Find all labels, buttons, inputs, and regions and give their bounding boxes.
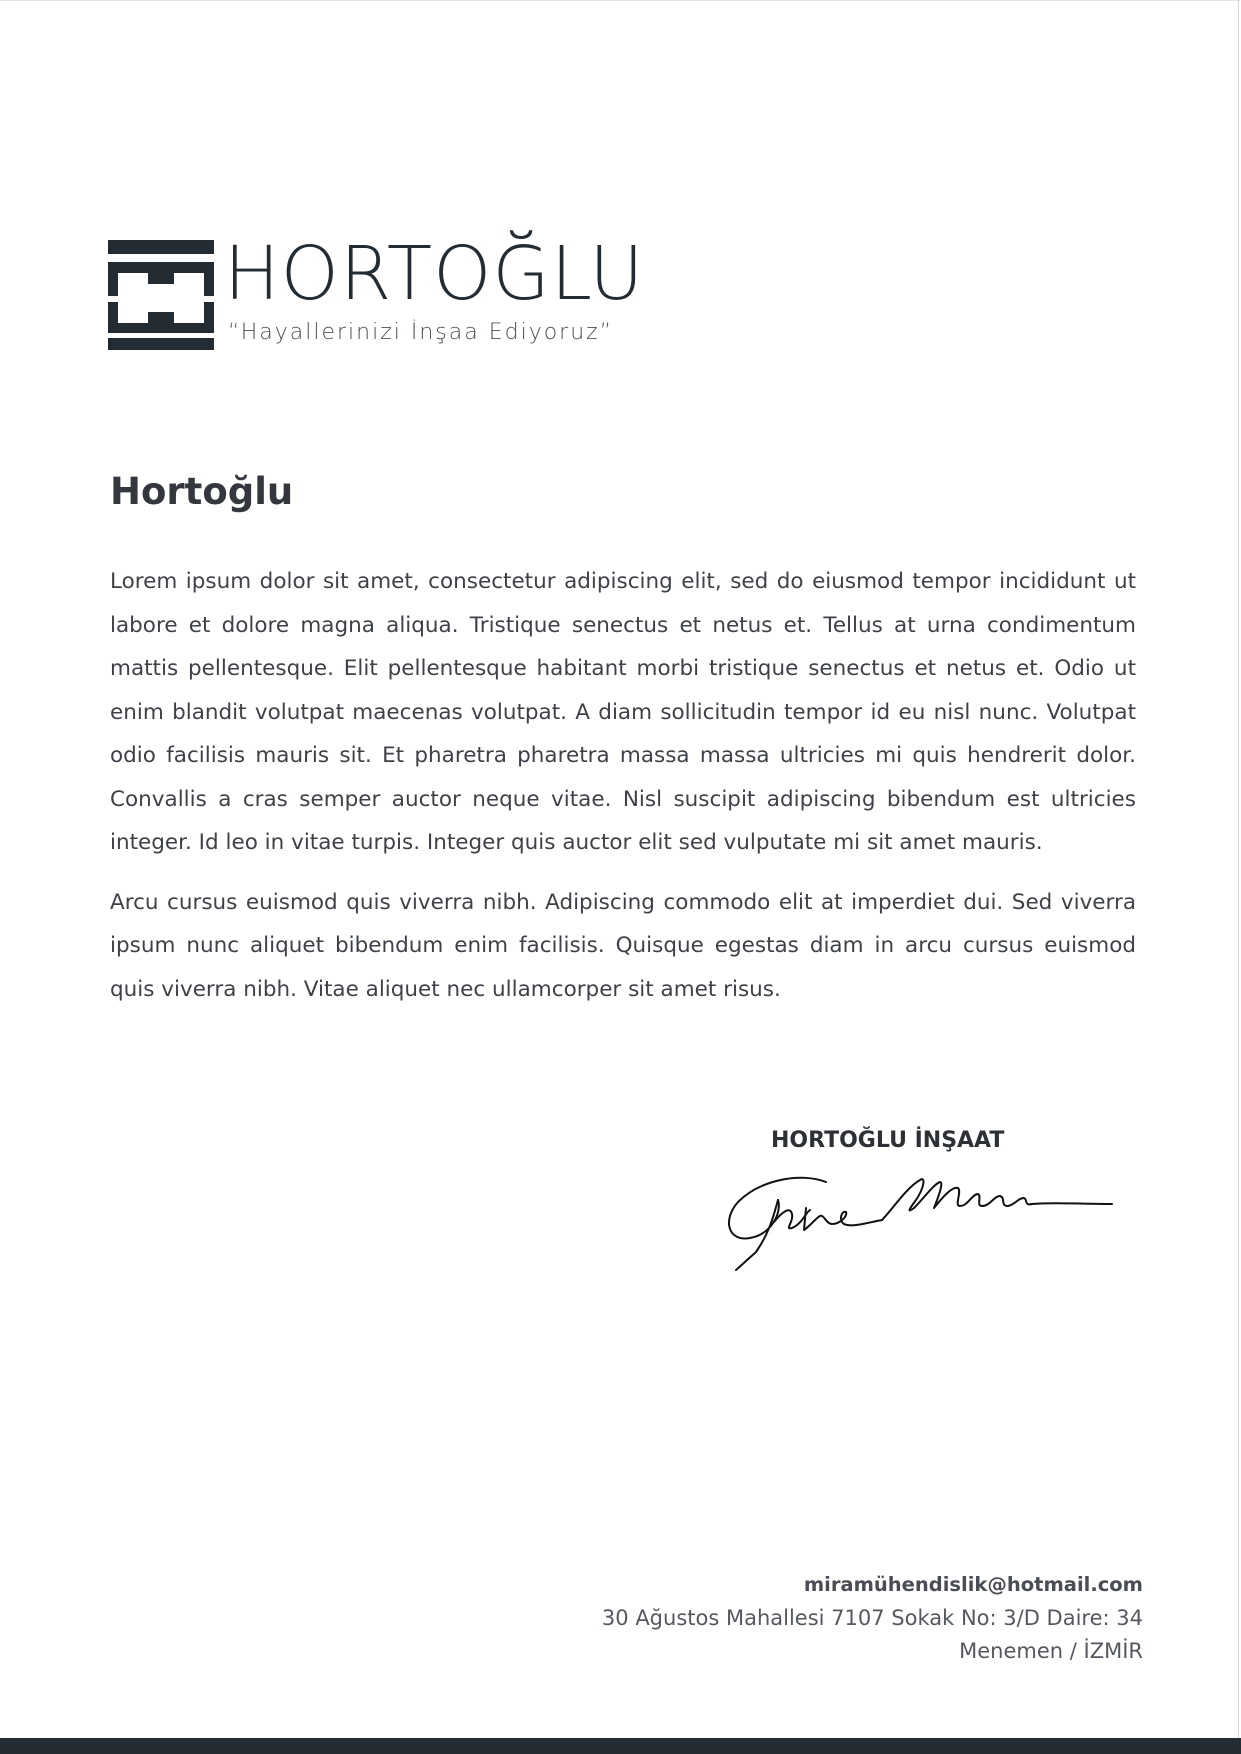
signature-block <box>720 1128 1120 1268</box>
body-paragraph: Arcu cursus euismod quis viverra nibh. Adipiscing commodo elit at imperdiet dui. Sed viverra ipsum nunc aliquet bibendum enim facilisis. Quisque egestas diam in arcu cursus euismod quis viverra nibh. Vitae aliquet nec ullamcorper sit amet risus. <box>110 889 1136 1002</box>
page-top-edge <box>0 0 1240 1</box>
letter-title: Hortoğlu <box>110 470 294 513</box>
handwritten-signature <box>720 1142 1120 1272</box>
contact-city: Menemen / İZMİR <box>959 1639 1143 1663</box>
brand-name: HORTOĞLU <box>224 231 645 317</box>
contact-address: 30 Ağustos Mahallesi 7107 Sokak No: 3/D Daire: 34 <box>601 1606 1143 1630</box>
contact-info <box>602 1568 1143 1668</box>
page-right-edge <box>1238 0 1239 1740</box>
contact-email[interactable]: miramühendislik@hotmail.com <box>803 1573 1143 1596</box>
brand-tagline: “Hayallerinizi İnşaa Ediyoruz” <box>228 320 614 345</box>
body-paragraph: Lorem ipsum dolor sit amet, consectetur adipiscing elit, sed do eiusmod tempor incididunt ut labore et dolore magna aliqua. Tristique senectus et netus et. Tellus at urna condimentum mattis pellentesque. Elit pellentesque habitant morbi tristique senectus et netus et. Odio ut enim blandit volutpat maecenas volutpat. A diam sollicitudin tempor id eu nisl nunc. Volutpat odio facilisis mauris sit. Et pharetra pharetra massa massa ultricies mi quis hendrerit dolor. Convallis a cras semper auctor neque vitae. Nisl suscipit adipiscing bibendum est ultricies integer. Id leo in vitae turpis. Integer quis auctor elit sed vulputate mi sit amet mauris. <box>110 569 1136 855</box>
stacked-bars-logo-icon <box>108 240 214 350</box>
letter-body <box>110 560 1136 1027</box>
signature-company: HORTOĞLU İNŞAAT <box>771 1128 1005 1153</box>
footer-bar <box>0 1738 1241 1754</box>
company-logo <box>108 231 708 352</box>
